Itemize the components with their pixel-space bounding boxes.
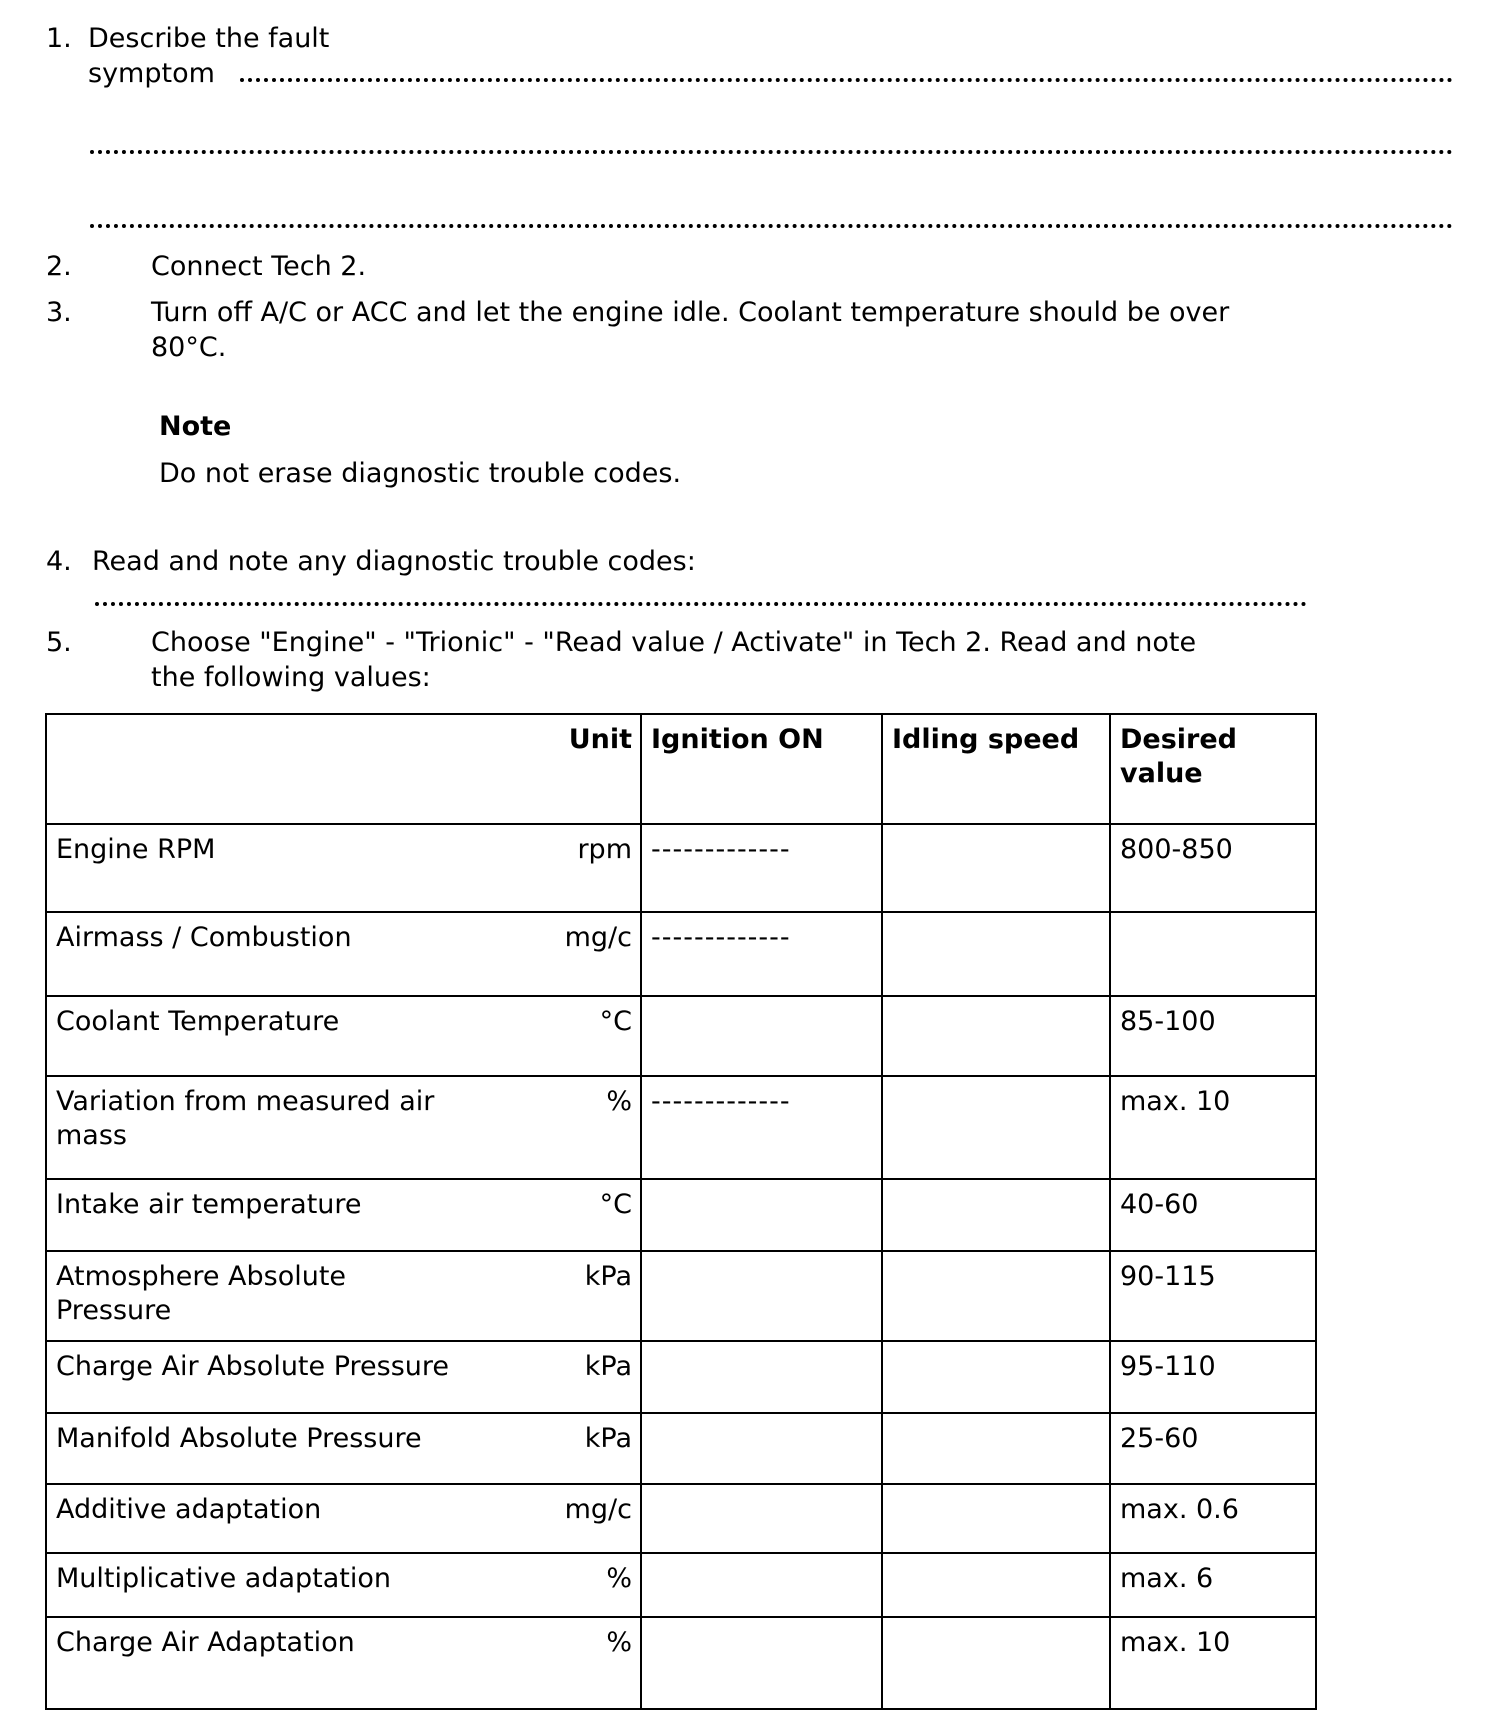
table-row [46, 1553, 1316, 1617]
parameter-name [47, 825, 577, 911]
step-5-text: Choose "Engine" - "Trionic" - "Read value / Activate" in Tech 2. Read and note [151, 627, 1197, 658]
desired-value [1110, 912, 1316, 996]
header-desired-line-2: value [1120, 758, 1203, 789]
step-1-number: 1. [46, 23, 72, 54]
parameter-unit-cell [46, 1484, 641, 1553]
desired-value: 40-60 [1110, 1179, 1316, 1251]
ignition-on-value: ------------- [641, 1076, 882, 1179]
parameter-name-line-1: Intake air temperature [56, 1189, 362, 1220]
desired-value: max. 0.6 [1110, 1484, 1316, 1553]
parameter-name [47, 1252, 585, 1340]
parameter-name-line-1: Charge Air Absolute Pressure [56, 1351, 450, 1382]
header-ignition-on: Ignition ON [641, 714, 882, 824]
parameter-unit-cell [46, 1553, 641, 1617]
parameter-unit-cell [46, 1076, 641, 1179]
ignition-on-value: ------------- [641, 824, 882, 912]
parameter-name [47, 1554, 606, 1616]
ignition-on-value[interactable] [641, 1617, 882, 1709]
table-row [46, 1341, 1316, 1413]
unit: kPa [584, 1423, 632, 1454]
desired-value: max. 10 [1110, 1076, 1316, 1179]
idling-speed-value[interactable] [882, 912, 1110, 996]
parameter-name [47, 1077, 606, 1178]
note-title: Note [159, 411, 232, 442]
unit: °C [599, 1189, 632, 1220]
unit: mg/c [564, 1494, 632, 1525]
table-row [46, 1617, 1316, 1709]
parameter-unit-cell [46, 1341, 641, 1413]
parameter-unit-cell [46, 1617, 641, 1709]
note-text: Do not erase diagnostic trouble codes. [159, 458, 682, 489]
header-parameter [47, 715, 569, 823]
step-5-text-2: the following values: [151, 662, 431, 693]
parameter-name [47, 1618, 606, 1708]
parameter-unit-cell [46, 824, 641, 912]
unit: kPa [584, 1261, 632, 1292]
table-row [46, 1179, 1316, 1251]
header-desired-line-1: Desired [1120, 724, 1238, 755]
unit: mg/c [564, 922, 632, 953]
idling-speed-value[interactable] [882, 824, 1110, 912]
fault-symptom-line-2[interactable] [90, 150, 1453, 154]
unit: % [606, 1563, 632, 1594]
header-idling-speed: Idling speed [882, 714, 1110, 824]
step-3-number: 3. [46, 297, 72, 328]
parameter-name-line-1: Additive adaptation [56, 1494, 322, 1525]
parameter-unit-cell [46, 1413, 641, 1484]
desired-value: max. 10 [1110, 1617, 1316, 1709]
ignition-on-value[interactable] [641, 1341, 882, 1413]
idling-speed-value[interactable] [882, 1553, 1110, 1617]
ignition-on-value[interactable] [641, 1179, 882, 1251]
desired-value: 90-115 [1110, 1251, 1316, 1341]
desired-value: max. 6 [1110, 1553, 1316, 1617]
parameter-name-line-1: Airmass / Combustion [56, 922, 352, 953]
parameter-name [47, 1414, 585, 1483]
desired-value: 800-850 [1110, 824, 1316, 912]
unit: rpm [577, 834, 632, 865]
header-unit: Unit [568, 724, 632, 755]
parameter-name [47, 997, 600, 1075]
table-row [46, 912, 1316, 996]
idling-speed-value[interactable] [882, 1341, 1110, 1413]
trouble-codes-line[interactable] [95, 602, 1307, 606]
desired-value: 95-110 [1110, 1341, 1316, 1413]
header-parameter-unit-cell [46, 714, 641, 824]
idling-speed-value[interactable] [882, 996, 1110, 1076]
step-3-text: Turn off A/C or ACC and let the engine idle. Coolant temperature should be over [151, 297, 1230, 328]
ignition-on-value: ------------- [641, 912, 882, 996]
parameter-name-line-2: mass [56, 1120, 127, 1151]
parameter-unit-cell [46, 1179, 641, 1251]
ignition-on-value[interactable] [641, 1413, 882, 1484]
ignition-on-value[interactable] [641, 1251, 882, 1341]
parameter-unit-cell [46, 1251, 641, 1341]
parameter-name-line-1: Multiplicative adaptation [56, 1563, 392, 1594]
parameter-name [47, 1342, 585, 1412]
parameter-name-line-2: Pressure [56, 1295, 172, 1326]
step-2-number: 2. [46, 251, 72, 282]
table-header-row [46, 714, 1316, 824]
idling-speed-value[interactable] [882, 1617, 1110, 1709]
idling-speed-value[interactable] [882, 1413, 1110, 1484]
idling-speed-value[interactable] [882, 1484, 1110, 1553]
ignition-on-value[interactable] [641, 1484, 882, 1553]
parameter-name-line-1: Manifold Absolute Pressure [56, 1423, 422, 1454]
unit: °C [599, 1006, 632, 1037]
step-3-text-2: 80°C. [151, 332, 227, 363]
table-row [46, 824, 1316, 912]
table-row [46, 996, 1316, 1076]
step-5-number: 5. [46, 627, 72, 658]
idling-speed-value[interactable] [882, 1076, 1110, 1179]
idling-speed-value[interactable] [882, 1251, 1110, 1341]
parameter-name-line-1: Variation from measured air [56, 1086, 435, 1117]
parameter-name-line-1: Atmosphere Absolute [56, 1261, 347, 1292]
step-1-text: Describe the fault [88, 23, 330, 54]
table-row [46, 1484, 1316, 1553]
values-table [45, 713, 1317, 1710]
table-row [46, 1251, 1316, 1341]
unit: kPa [584, 1351, 632, 1382]
parameter-unit-cell [46, 996, 641, 1076]
unit: % [606, 1627, 632, 1658]
parameter-name [47, 1180, 600, 1250]
unit: % [606, 1086, 632, 1117]
desired-value: 25-60 [1110, 1413, 1316, 1484]
parameter-name [47, 913, 565, 995]
table-row [46, 1076, 1316, 1179]
header-desired-value [1110, 714, 1316, 824]
parameter-name-line-1: Engine RPM [56, 834, 216, 865]
fault-symptom-line-1[interactable] [240, 78, 1453, 82]
step-4-number: 4. [46, 546, 72, 577]
table-row [46, 1413, 1316, 1484]
step-2-text: Connect Tech 2. [151, 251, 367, 282]
parameter-unit-cell [46, 912, 641, 996]
ignition-on-value[interactable] [641, 996, 882, 1076]
step-1-text-2: symptom [88, 58, 215, 89]
ignition-on-value[interactable] [641, 1553, 882, 1617]
idling-speed-value[interactable] [882, 1179, 1110, 1251]
parameter-name [47, 1485, 565, 1552]
parameter-name-line-1: Charge Air Adaptation [56, 1627, 355, 1658]
fault-symptom-line-3[interactable] [90, 224, 1453, 228]
parameter-name-line-1: Coolant Temperature [56, 1006, 340, 1037]
desired-value: 85-100 [1110, 996, 1316, 1076]
step-4-text: Read and note any diagnostic trouble codes: [92, 546, 696, 577]
